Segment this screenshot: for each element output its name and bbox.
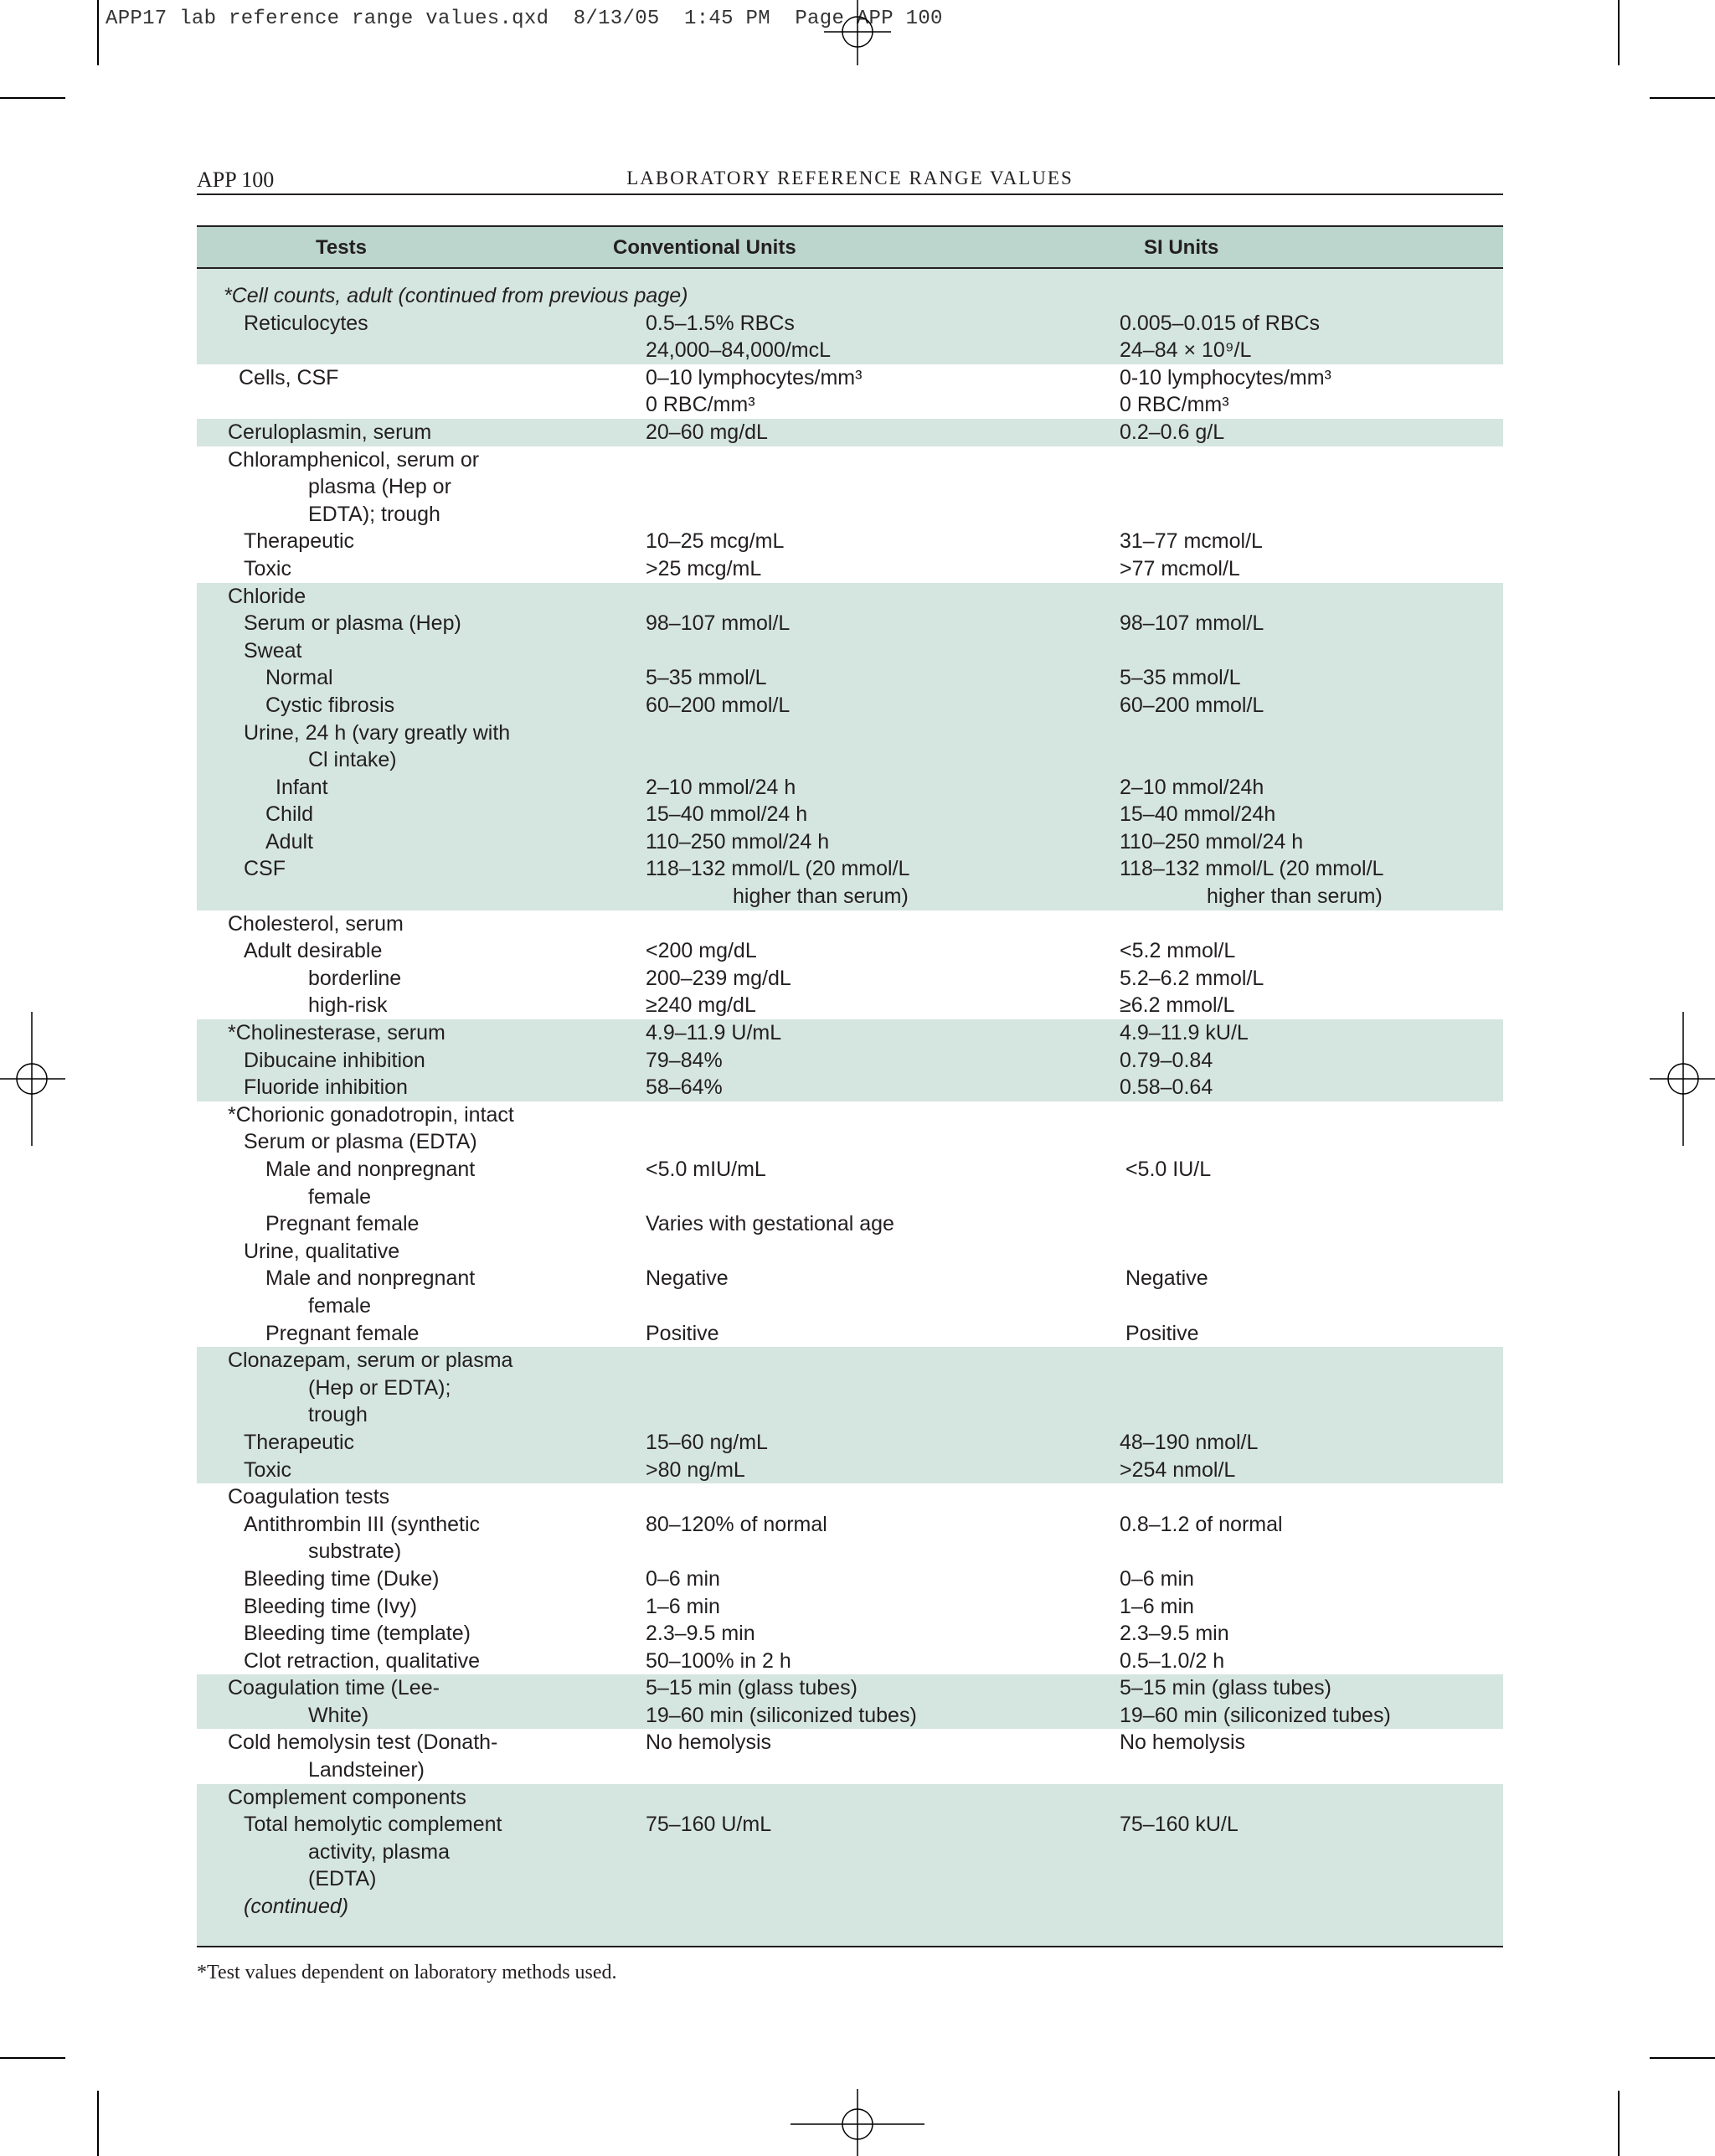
si-units-cell: >254 nmol/L [1120,1457,1236,1482]
si-units-cell: >77 mcmol/L [1120,556,1240,580]
test-name-cell: high-risk [308,993,388,1018]
table-row [197,1784,1503,1812]
table-row [197,1457,1503,1484]
si-units-cell: 98–107 mmol/L [1120,611,1264,636]
conventional-units-cell: 10–25 mcg/mL [646,529,785,554]
table-row [197,310,1503,338]
si-units-cell: 0 RBC/mm³ [1120,393,1229,417]
conventional-units-cell: Varies with gestational age [646,1212,894,1236]
conventional-units-cell: 15–40 mmol/24 h [646,802,808,827]
conventional-units-cell: 19–60 min (siliconized tubes) [646,1703,917,1727]
table-row [197,720,1503,747]
table-row [197,801,1503,828]
test-name-cell: (EDTA) [308,1867,377,1891]
test-name-cell: Coagulation time (Lee- [228,1676,440,1700]
si-units-cell: higher than serum) [1207,885,1383,909]
test-name-cell: EDTA); trough [308,502,440,526]
table-row-group [197,282,1503,364]
table-row [197,446,1503,474]
table-row [197,1893,1503,1921]
si-units-cell: 0.2–0.6 g/L [1120,420,1225,444]
table-row [197,855,1503,883]
column-header-si-units: SI Units [1144,236,1219,259]
table-row-group [197,419,1503,446]
si-units-cell: 0.79–0.84 [1120,1048,1213,1072]
crop-mark [0,97,65,99]
test-name-cell: Cl intake) [308,748,397,772]
table-row-group [197,1019,1503,1101]
test-name-cell: Pregnant female [265,1321,420,1345]
test-name-cell: (continued) [244,1895,349,1919]
table-row [197,1156,1503,1184]
si-units-cell: 48–190 nmol/L [1120,1430,1259,1454]
test-name-cell: *Chorionic gonadotropin, intact [228,1102,514,1127]
table-row [197,501,1503,529]
test-name-cell: Child [265,802,313,827]
conventional-units-cell: 0–6 min [646,1566,720,1591]
conventional-units-cell: 60–200 mmol/L [646,693,791,717]
table-row-group [197,1101,1503,1347]
table-row [197,1593,1503,1621]
conventional-units-cell: 110–250 mmol/24 h [646,829,830,854]
si-units-cell: 4.9–11.9 kU/L [1120,1021,1249,1045]
table-row [197,774,1503,802]
table-row [197,1648,1503,1675]
si-units-cell: No hemolysis [1120,1730,1246,1755]
conventional-units-cell: ≥240 mg/dL [646,993,756,1018]
table-row [197,1210,1503,1238]
table-row [197,1429,1503,1457]
test-name-cell: Coagulation tests [228,1485,390,1509]
table-row [197,1375,1503,1402]
table-row [197,692,1503,720]
test-name-cell: female [308,1184,372,1209]
si-units-cell: 0.8–1.2 of normal [1120,1512,1283,1536]
conventional-units-cell: Positive [646,1321,719,1345]
conventional-units-cell: 50–100% in 2 h [646,1648,791,1673]
conventional-units-cell: 200–239 mg/dL [646,966,791,990]
test-name-cell: Urine, 24 h (vary greatly with [244,720,511,745]
table-row [197,391,1503,419]
table-row [197,1839,1503,1866]
si-units-cell: 0.58–0.64 [1120,1075,1213,1100]
conventional-units-cell: higher than serum) [733,885,909,909]
table-row [197,937,1503,965]
test-name-cell: Dibucaine inhibition [244,1048,425,1072]
si-units-cell: 5.2–6.2 mmol/L [1120,966,1264,990]
test-name-cell: *Cell counts, adult (continued from previous page) [224,284,688,307]
table-row [197,664,1503,692]
si-units-cell: <5.2 mmol/L [1120,939,1236,963]
table-row-group [197,1347,1503,1483]
table-row [197,555,1503,583]
conventional-units-cell: <5.0 mIU/mL [646,1158,766,1181]
registration-mark-icon [1648,1012,1715,1146]
table-row [197,1292,1503,1320]
si-units-cell: 2–10 mmol/24h [1120,775,1264,799]
conventional-units-cell: 20–60 mg/dL [646,420,768,444]
table-row [197,337,1503,364]
test-name-cell: (Hep or EDTA); [308,1375,451,1400]
test-name-cell: Male and nonpregnant [265,1158,476,1181]
table-row [197,1019,1503,1047]
test-name-cell: Bleeding time (Ivy) [244,1594,418,1618]
table-row-group [197,1674,1503,1729]
si-units-cell: Negative [1120,1266,1208,1291]
test-name-cell: Normal [265,666,333,690]
test-name-cell: Adult desirable [244,939,383,963]
si-units-cell: 5–15 min (glass tubes) [1120,1676,1331,1700]
running-head [197,164,1503,198]
table-row-group [197,583,1503,910]
si-units-cell: 5–35 mmol/L [1120,666,1241,690]
test-name-cell: Serum or plasma (Hep) [244,611,461,636]
test-name-cell: substrate) [308,1540,402,1564]
test-name-cell: plasma (Hep or [308,475,451,499]
test-name-cell: activity, plasma [308,1839,451,1864]
test-name-cell: borderline [308,966,402,990]
test-name-cell: Fluoride inhibition [244,1075,408,1100]
si-units-cell: 60–200 mmol/L [1120,693,1264,717]
si-units-cell: 0.5–1.0/2 h [1120,1648,1225,1673]
conventional-units-cell: Negative [646,1266,729,1291]
conventional-units-cell: 79–84% [646,1048,723,1072]
conventional-units-cell: 58–64% [646,1075,723,1100]
table-row [197,1047,1503,1075]
table-row [197,1347,1503,1375]
test-name-cell: Chloride [228,584,306,608]
table-row [197,282,1503,310]
table-row-group [197,910,1503,1019]
test-name-cell: Adult [265,829,313,854]
si-units-cell: 75–160 kU/L [1120,1813,1239,1837]
crop-mark [1618,0,1620,65]
test-name-cell: Cold hemolysin test (Donath- [228,1730,498,1755]
table-row [197,1401,1503,1429]
test-name-cell: Cells, CSF [239,365,339,389]
registration-mark-icon [791,2089,924,2156]
test-name-cell: Total hemolytic complement [244,1813,502,1837]
si-units-cell: 0–6 min [1120,1566,1194,1591]
conventional-units-cell: 4.9–11.9 U/mL [646,1021,782,1045]
conventional-units-cell: 0 RBC/mm³ [646,393,755,417]
si-units-cell: 15–40 mmol/24h [1120,802,1276,827]
table-body [197,282,1503,1946]
table-row [197,910,1503,938]
test-name-cell: Complement components [228,1785,466,1809]
table-row [197,1101,1503,1129]
table-header [197,225,1503,269]
table-row [197,1756,1503,1784]
table-row [197,992,1503,1019]
table-row [197,1074,1503,1101]
table-row [197,1128,1503,1156]
test-name-cell: Toxic [244,1457,291,1482]
test-name-cell: Cholesterol, serum [228,911,404,936]
table-row [197,1538,1503,1565]
conventional-units-cell: No hemolysis [646,1730,772,1755]
test-name-cell: Clonazepam, serum or plasma [228,1349,513,1373]
table-row [197,1674,1503,1702]
page-folio: APP 100 [197,168,275,192]
test-name-cell: Sweat [244,638,302,663]
test-name-cell: Toxic [244,556,291,580]
test-name-cell: trough [308,1403,368,1427]
table-row [197,364,1503,392]
table-bottom-rule [197,1946,1503,1947]
test-name-cell: Bleeding time (Duke) [244,1566,440,1591]
si-units-cell: 1–6 min [1120,1594,1194,1618]
test-name-cell: Serum or plasma (EDTA) [244,1130,477,1154]
si-units-cell: <5.0 IU/L [1120,1158,1212,1181]
crop-mark [1650,97,1715,99]
test-name-cell: Male and nonpregnant [265,1266,476,1291]
conventional-units-cell: 24,000–84,000/mcL [646,338,832,363]
table-row [197,1702,1503,1730]
table-row-group [197,446,1503,583]
table-row-group [197,1784,1503,1946]
conventional-units-cell: 5–35 mmol/L [646,666,767,690]
table-row [197,965,1503,993]
conventional-units-cell: 15–60 ng/mL [646,1430,768,1454]
table-row [197,1865,1503,1893]
test-name-cell: Landsteiner) [308,1758,425,1782]
header-rule [197,193,1503,195]
table-row-group [197,364,1503,419]
si-units-cell: 0.005–0.015 of RBCs [1120,311,1321,335]
table-spacer [197,269,1503,282]
crop-mark [97,0,99,65]
table-row [197,1811,1503,1839]
table-row [197,419,1503,446]
conventional-units-cell: 1–6 min [646,1594,720,1618]
table-row [197,1320,1503,1348]
conventional-units-cell: >25 mcg/mL [646,556,762,580]
test-name-cell: *Cholinesterase, serum [228,1021,445,1045]
test-name-cell: female [308,1293,372,1318]
si-units-cell: 118–132 mmol/L (20 mmol/L [1120,857,1384,881]
si-units-cell: ≥6.2 mmol/L [1120,993,1235,1018]
column-header-tests: Tests [316,236,367,259]
test-name-cell: Ceruloplasmin, serum [228,420,432,444]
footnote: *Test values dependent on laboratory methods used. [197,1962,617,1983]
table-row [197,1483,1503,1511]
conventional-units-cell: 118–132 mmol/L (20 mmol/L [646,857,910,881]
table-row [197,883,1503,910]
table-row [197,1565,1503,1593]
test-name-cell: Chloramphenicol, serum or [228,447,480,472]
table-row [197,1184,1503,1211]
si-units-cell: 24–84 × 10⁹/L [1120,338,1252,363]
table-row [197,828,1503,856]
si-units-cell: Positive [1120,1321,1199,1345]
table-row [197,746,1503,774]
table-row [197,1729,1503,1756]
registration-mark-icon [824,0,891,67]
crop-mark [0,2057,65,2059]
table-row-group [197,1729,1503,1783]
table-row [197,583,1503,611]
column-header-conventional-units: Conventional Units [613,236,796,259]
test-name-cell: Reticulocytes [244,311,368,335]
conventional-units-cell: 2–10 mmol/24 h [646,775,796,799]
page-title: LABORATORY REFERENCE RANGE VALUES [626,168,1074,188]
crop-mark [1618,2091,1620,2156]
conventional-units-cell: <200 mg/dL [646,939,757,963]
table-row-group [197,1483,1503,1674]
conventional-units-cell: >80 ng/mL [646,1457,745,1482]
table-row [197,637,1503,665]
table-row [197,528,1503,555]
si-units-cell: 2.3–9.5 min [1120,1622,1229,1646]
table-row [197,1620,1503,1648]
crop-mark [97,2091,99,2156]
table-row [197,1238,1503,1266]
test-name-cell: Clot retraction, qualitative [244,1648,481,1673]
print-slug: APP17 lab reference range values.qxd 8/13/05 1:45 PM Page APP 100 [106,8,943,30]
test-name-cell: Urine, qualitative [244,1239,400,1263]
conventional-units-cell: 2.3–9.5 min [646,1622,755,1646]
si-units-cell: 19–60 min (siliconized tubes) [1120,1703,1391,1727]
crop-mark [1650,2057,1715,2059]
reference-range-table [197,225,1503,1947]
conventional-units-cell: 0.5–1.5% RBCs [646,311,795,335]
si-units-cell: 0-10 lymphocytes/mm³ [1120,365,1331,389]
test-name-cell: Therapeutic [244,1430,355,1454]
test-name-cell: CSF [244,857,286,881]
conventional-units-cell: 98–107 mmol/L [646,611,791,636]
table-row [197,1511,1503,1539]
conventional-units-cell: 5–15 min (glass tubes) [646,1676,858,1700]
test-name-cell: Pregnant female [265,1212,420,1236]
table-row [197,610,1503,637]
conventional-units-cell: 75–160 U/mL [646,1813,772,1837]
si-units-cell: 110–250 mmol/24 h [1120,829,1304,854]
test-name-cell: Bleeding time (template) [244,1622,471,1646]
conventional-units-cell: 0–10 lymphocytes/mm³ [646,365,863,389]
table-tail-spacer [197,1921,1503,1946]
table-row [197,1265,1503,1292]
table-row [197,473,1503,501]
registration-mark-icon [0,1012,67,1146]
test-name-cell: Antithrombin III (synthetic [244,1512,481,1536]
conventional-units-cell: 80–120% of normal [646,1512,827,1536]
test-name-cell: Infant [276,775,328,799]
test-name-cell: Therapeutic [244,529,355,554]
test-name-cell: Cystic fibrosis [265,693,395,717]
si-units-cell: 31–77 mcmol/L [1120,529,1263,554]
test-name-cell: White) [308,1703,369,1727]
